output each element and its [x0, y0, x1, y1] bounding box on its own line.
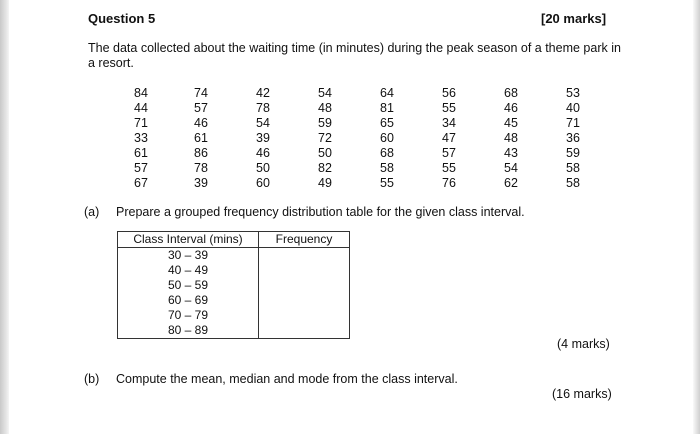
data-value: 43 — [504, 146, 518, 160]
part-a-label: (a) — [84, 205, 100, 219]
data-value: 74 — [194, 86, 208, 100]
data-value: 60 — [380, 131, 394, 145]
frequency-table — [117, 231, 350, 339]
data-value: 46 — [194, 116, 208, 130]
data-value: 54 — [256, 116, 270, 130]
table-row — [118, 248, 350, 264]
table-row — [118, 323, 350, 339]
table-row — [118, 293, 350, 308]
data-value: 61 — [194, 131, 208, 145]
data-value: 57 — [134, 161, 148, 175]
data-value: 40 — [566, 101, 580, 115]
data-value: 47 — [442, 131, 456, 145]
class-interval-cell: 50 – 59 — [118, 278, 259, 293]
data-value: 57 — [442, 146, 456, 160]
header-frequency: Frequency — [259, 232, 350, 248]
frequency-cell — [259, 263, 350, 278]
class-interval-cell: 60 – 69 — [118, 293, 259, 308]
frequency-cell — [259, 248, 350, 264]
data-value: 71 — [566, 116, 580, 130]
data-value: 55 — [380, 176, 394, 190]
data-value: 67 — [134, 176, 148, 190]
data-value: 54 — [504, 161, 518, 175]
data-value: 78 — [194, 161, 208, 175]
data-value: 55 — [442, 101, 456, 115]
data-value: 55 — [442, 161, 456, 175]
data-value: 68 — [380, 146, 394, 160]
header-class-interval: Class Interval (mins) — [118, 232, 259, 248]
part-a — [84, 205, 525, 219]
data-column — [356, 86, 418, 191]
data-value: 68 — [504, 86, 518, 100]
data-value: 46 — [256, 146, 270, 160]
part-b-marks: (16 marks) — [552, 387, 612, 401]
data-value: 50 — [256, 161, 270, 175]
data-value: 54 — [318, 86, 332, 100]
class-interval-cell: 30 – 39 — [118, 248, 259, 264]
data-value: 39 — [194, 176, 208, 190]
data-column — [170, 86, 232, 191]
data-value: 50 — [318, 146, 332, 160]
data-value: 72 — [318, 131, 332, 145]
data-value: 49 — [318, 176, 332, 190]
frequency-cell — [259, 293, 350, 308]
left-page-edge — [0, 0, 9, 434]
data-value: 59 — [566, 146, 580, 160]
data-value: 84 — [134, 86, 148, 100]
data-value: 56 — [442, 86, 456, 100]
class-interval-cell: 70 – 79 — [118, 308, 259, 323]
part-a-text: Prepare a grouped frequency distribution table for the given class interval. — [116, 205, 525, 219]
frequency-cell — [259, 278, 350, 293]
right-page-edge — [693, 0, 700, 434]
class-interval-cell: 40 – 49 — [118, 263, 259, 278]
data-value: 64 — [380, 86, 394, 100]
waiting-time-data-grid — [108, 86, 604, 191]
data-value: 34 — [442, 116, 456, 130]
data-value: 58 — [566, 176, 580, 190]
data-value: 86 — [194, 146, 208, 160]
table-row — [118, 278, 350, 293]
data-column — [294, 86, 356, 191]
data-value: 78 — [256, 101, 270, 115]
question-total-marks: [20 marks] — [541, 11, 607, 26]
data-value: 62 — [504, 176, 518, 190]
data-value: 48 — [504, 131, 518, 145]
data-value: 71 — [134, 116, 148, 130]
frequency-cell — [259, 323, 350, 339]
data-value: 65 — [380, 116, 394, 130]
data-value: 36 — [566, 131, 580, 145]
data-value: 82 — [318, 161, 332, 175]
data-value: 58 — [380, 161, 394, 175]
class-interval-cell: 80 – 89 — [118, 323, 259, 339]
data-value: 61 — [134, 146, 148, 160]
data-value: 60 — [256, 176, 270, 190]
data-column — [110, 86, 172, 191]
data-value: 53 — [566, 86, 580, 100]
data-column — [542, 86, 604, 191]
table-row — [118, 263, 350, 278]
part-b-text: Compute the mean, median and mode from the class interval. — [116, 372, 458, 386]
frequency-cell — [259, 308, 350, 323]
part-b-label: (b) — [84, 372, 100, 386]
data-column — [480, 86, 542, 191]
data-column — [418, 86, 480, 191]
question-title: Question 5 — [88, 11, 156, 26]
data-value: 59 — [318, 116, 332, 130]
part-b — [84, 372, 458, 386]
data-value: 76 — [442, 176, 456, 190]
data-value: 33 — [134, 131, 148, 145]
data-column — [232, 86, 294, 191]
data-value: 44 — [134, 101, 148, 115]
data-value: 39 — [256, 131, 270, 145]
part-a-marks: (4 marks) — [557, 337, 610, 351]
data-value: 81 — [380, 101, 394, 115]
data-value: 45 — [504, 116, 518, 130]
data-value: 48 — [318, 101, 332, 115]
table-row — [118, 308, 350, 323]
data-value: 57 — [194, 101, 208, 115]
data-value: 42 — [256, 86, 270, 100]
data-value: 58 — [566, 161, 580, 175]
data-value: 46 — [504, 101, 518, 115]
question-intro: The data collected about the waiting time (in minutes) during the peak season of a theme park in a resort. — [88, 41, 621, 70]
